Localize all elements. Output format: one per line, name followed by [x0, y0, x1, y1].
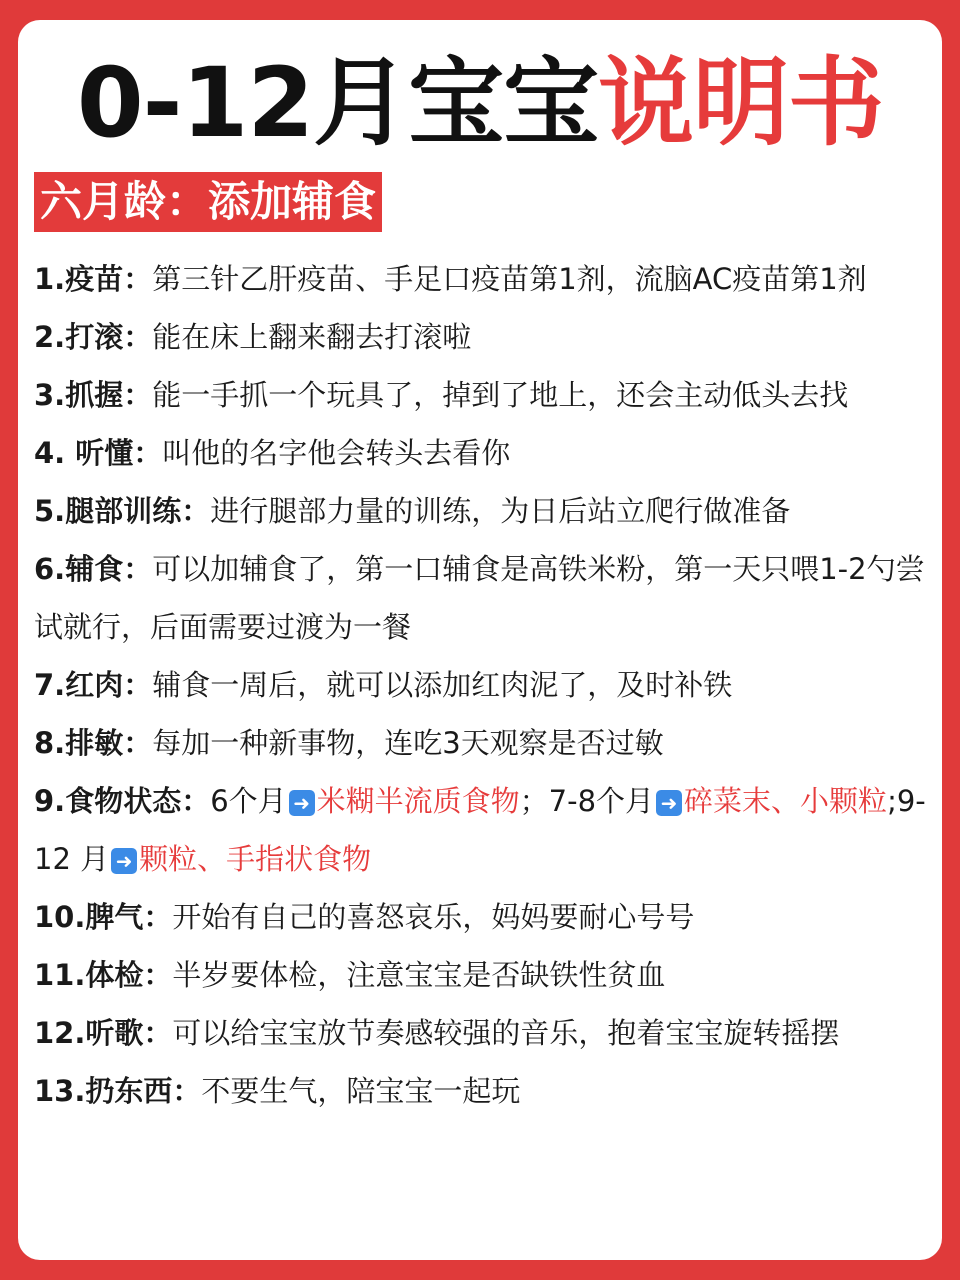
list-item: [34, 1004, 940, 1062]
item-highlight: 米糊半流质食物: [316, 784, 520, 818]
content-card: [18, 20, 942, 1260]
item-label: 9.食物状态：: [34, 784, 211, 818]
item-text: 能一手抓一个玩具了，掉到了地上，还会主动低头去找: [152, 378, 849, 412]
list-item: [34, 540, 940, 656]
item-label: 5.腿部训练：: [34, 494, 211, 528]
item-text: 6个月: [210, 784, 287, 818]
item-text: ;9-12 月: [34, 784, 926, 876]
list-item: [34, 656, 940, 714]
list-item-food-stages: [34, 772, 940, 888]
tips-list: [34, 250, 940, 1120]
item-text: 可以加辅食了，第一口辅食是高铁米粉，第一天只喂1-2勺尝试就行，后面需要过渡为一餐: [34, 552, 925, 644]
item-label: 1.疫苗：: [34, 262, 153, 296]
list-item: [34, 888, 940, 946]
item-highlight: 颗粒、手指状食物: [139, 842, 372, 876]
list-item: [34, 250, 940, 308]
item-label: 2.打滚：: [34, 320, 153, 354]
item-text: 不要生气，陪宝宝一起玩: [201, 1074, 521, 1108]
item-text: 开始有自己的喜怒哀乐，妈妈要耐心号号: [172, 900, 695, 934]
list-item: [34, 482, 940, 540]
right-arrow-icon: ➜: [289, 790, 315, 816]
title-red: 说明书: [598, 47, 884, 159]
item-label: 13.扔东西：: [34, 1074, 202, 1108]
list-item: [34, 714, 940, 772]
item-text: 能在床上翻来翻去打滚啦: [152, 320, 472, 354]
item-text: 第三针乙肝疫苗、手足口疫苗第1剂，流脑AC疫苗第1剂: [152, 262, 867, 296]
item-label: 6.辅食：: [34, 552, 153, 586]
item-text: 辅食一周后，就可以添加红肉泥了，及时补铁: [152, 668, 733, 702]
list-item: [34, 946, 940, 1004]
item-label: 7.红肉：: [34, 668, 153, 702]
item-highlight: 碎菜末、小颗粒: [684, 784, 888, 818]
item-text: 半岁要体检，注意宝宝是否缺铁性贫血: [172, 958, 666, 992]
item-label: 8.排敏：: [34, 726, 153, 760]
item-text: 进行腿部力量的训练，为日后站立爬行做准备: [210, 494, 791, 528]
title-black: 0-12月宝宝: [76, 47, 599, 159]
item-label: 10.脾气：: [34, 900, 173, 934]
item-text: 叫他的名字他会转头去看你: [162, 436, 511, 470]
item-label: 12.听歌：: [34, 1016, 173, 1050]
item-text: 每加一种新事物，连吃3天观察是否过敏: [152, 726, 664, 760]
right-arrow-icon: ➜: [656, 790, 682, 816]
item-text: ；7-8个月: [519, 784, 655, 818]
section-heading: 六月龄：添加辅食: [34, 172, 382, 232]
item-label: 4. 听懂：: [34, 436, 163, 470]
item-label: 3.抓握：: [34, 378, 153, 412]
right-arrow-icon: ➜: [111, 848, 137, 874]
list-item: [34, 308, 940, 366]
page-title: [18, 48, 942, 158]
item-text: 可以给宝宝放节奏感较强的音乐，抱着宝宝旋转摇摆: [172, 1016, 840, 1050]
item-label: 11.体检：: [34, 958, 173, 992]
list-item: [34, 366, 940, 424]
list-item: [34, 424, 940, 482]
list-item: [34, 1062, 940, 1120]
